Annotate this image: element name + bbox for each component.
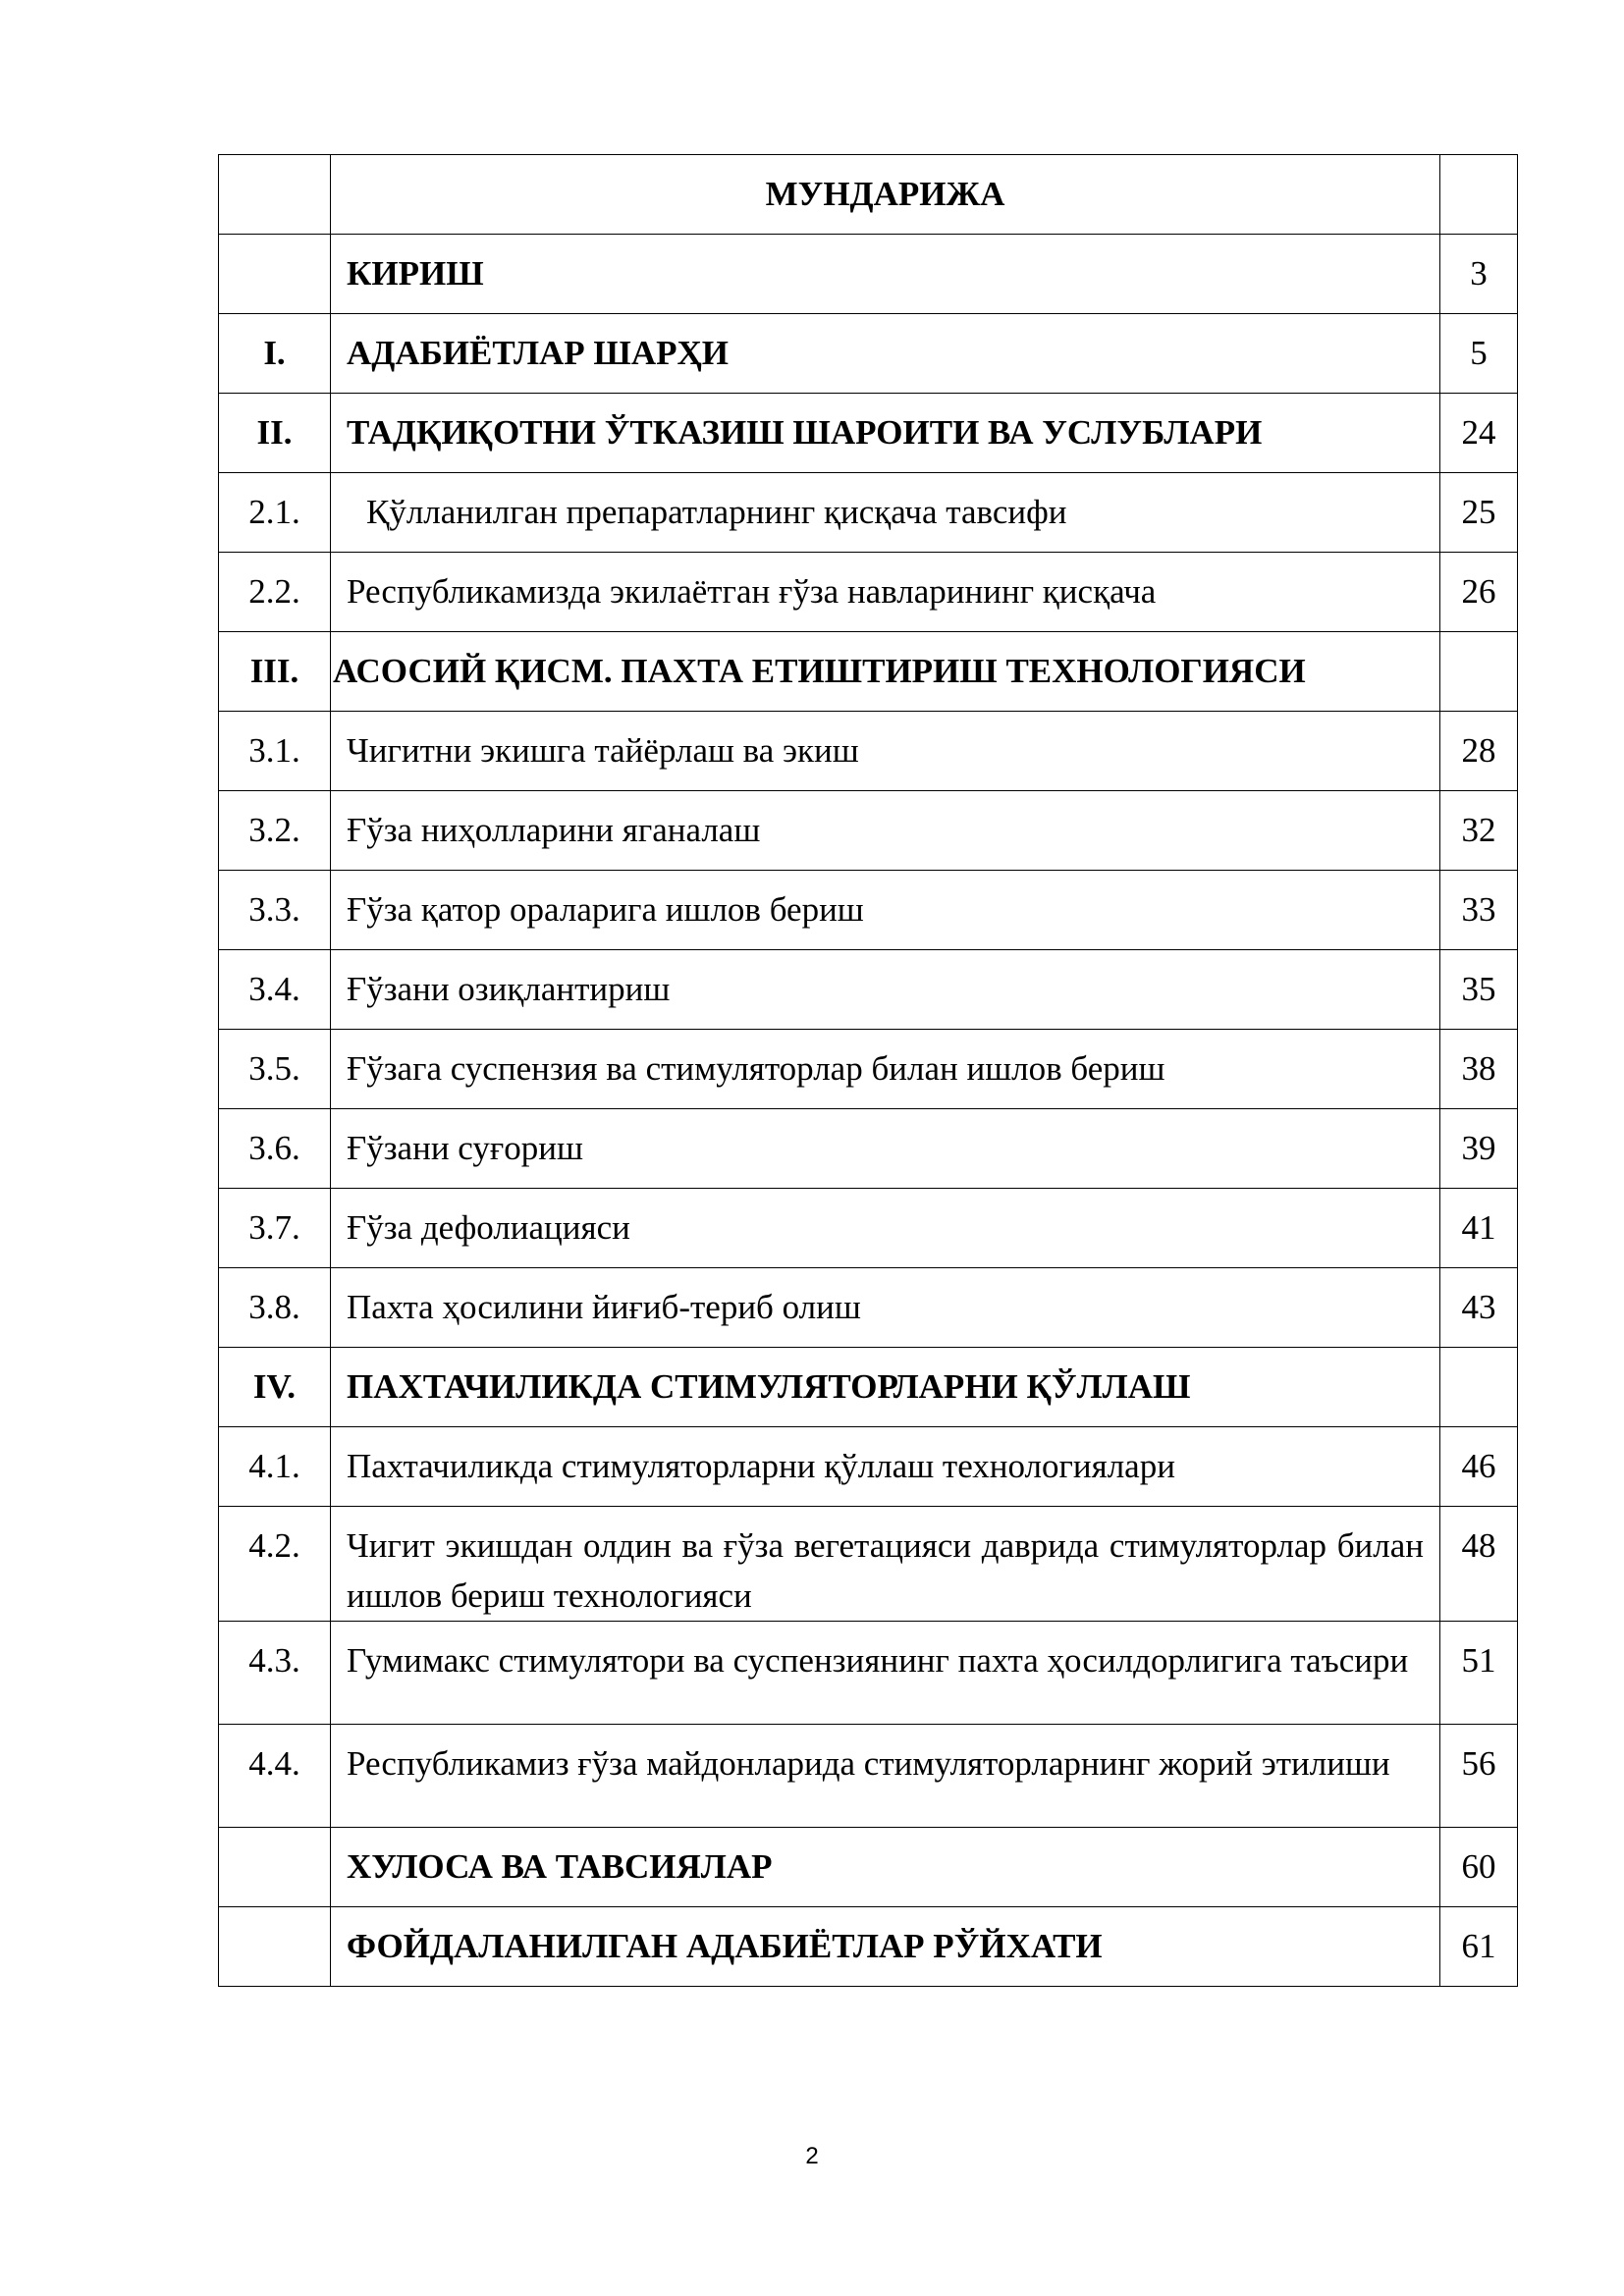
toc-row-title: Пахтачиликда стимуляторларни қўллаш технологиялари bbox=[331, 1427, 1440, 1507]
toc-row-title: Республикамиз ғўза майдонларида стимуляторларнинг жорий этилиши bbox=[331, 1725, 1440, 1828]
toc-row-title: ПАХТАЧИЛИКДА СТИМУЛЯТОРЛАРНИ ҚЎЛЛАШ bbox=[331, 1348, 1440, 1427]
toc-row bbox=[219, 1348, 1518, 1427]
toc-row-title: АСОСИЙ ҚИСМ. ПАХТА ЕТИШТИРИШ ТЕХНОЛОГИЯСИ bbox=[331, 632, 1440, 712]
toc-row-title: Чигитни экишга тайёрлаш ва экиш bbox=[331, 712, 1440, 791]
toc-row-page: 39 bbox=[1440, 1109, 1518, 1189]
toc-row-number: 2.2. bbox=[219, 553, 331, 632]
toc-row-page: 61 bbox=[1440, 1907, 1518, 1987]
toc-row-number: III. bbox=[219, 632, 331, 712]
toc-row-title: ХУЛОСА ВА ТАВСИЯЛАР bbox=[331, 1828, 1440, 1907]
toc-row-page: 3 bbox=[1440, 235, 1518, 314]
toc-header-page-cell bbox=[1440, 155, 1518, 235]
toc-row-number: 3.4. bbox=[219, 950, 331, 1030]
toc-row-number: 3.5. bbox=[219, 1030, 331, 1109]
toc-row-page: 25 bbox=[1440, 473, 1518, 553]
toc-row bbox=[219, 1828, 1518, 1907]
toc-row-number: IV. bbox=[219, 1348, 331, 1427]
toc-row-page: 24 bbox=[1440, 394, 1518, 473]
toc-row bbox=[219, 1427, 1518, 1507]
toc-row-number bbox=[219, 1907, 331, 1987]
toc-row-page: 56 bbox=[1440, 1725, 1518, 1828]
toc-row-title: Ғўзани озиқлантириш bbox=[331, 950, 1440, 1030]
toc-row-number: 3.2. bbox=[219, 791, 331, 871]
table-of-contents bbox=[218, 154, 1518, 1987]
toc-row-page: 38 bbox=[1440, 1030, 1518, 1109]
toc-row bbox=[219, 1109, 1518, 1189]
toc-row bbox=[219, 871, 1518, 950]
toc-row bbox=[219, 1725, 1518, 1828]
toc-row-page: 5 bbox=[1440, 314, 1518, 394]
toc-row-title: Ғўзага суспензия ва стимуляторлар билан ишлов бериш bbox=[331, 1030, 1440, 1109]
toc-row-number: 2.1. bbox=[219, 473, 331, 553]
toc-row bbox=[219, 950, 1518, 1030]
toc-row-page: 43 bbox=[1440, 1268, 1518, 1348]
toc-row-number: 3.1. bbox=[219, 712, 331, 791]
toc-row-number: II. bbox=[219, 394, 331, 473]
toc-row-page: 48 bbox=[1440, 1507, 1518, 1622]
toc-row-title: Ғўза қатор ораларига ишлов бериш bbox=[331, 871, 1440, 950]
toc-row-title: Республикамизда экилаётган ғўза навларининг қисқача bbox=[331, 553, 1440, 632]
toc-row-title: Ғўза дефолиацияси bbox=[331, 1189, 1440, 1268]
toc-row bbox=[219, 1030, 1518, 1109]
toc-row-page bbox=[1440, 1348, 1518, 1427]
toc-row-number: 4.4. bbox=[219, 1725, 331, 1828]
toc-row-page: 46 bbox=[1440, 1427, 1518, 1507]
toc-row bbox=[219, 791, 1518, 871]
toc-row-number: 4.3. bbox=[219, 1622, 331, 1725]
toc-row bbox=[219, 473, 1518, 553]
toc-row bbox=[219, 1907, 1518, 1987]
toc-row-number: 3.3. bbox=[219, 871, 331, 950]
toc-row-page: 33 bbox=[1440, 871, 1518, 950]
toc-row-title: Қўлланилган препаратларнинг қисқача тавсифи bbox=[331, 473, 1440, 553]
toc-heading: МУНДАРИЖА bbox=[331, 155, 1440, 235]
toc-row-page: 26 bbox=[1440, 553, 1518, 632]
toc-header-num-cell bbox=[219, 155, 331, 235]
toc-row bbox=[219, 1622, 1518, 1725]
toc-row-number bbox=[219, 1828, 331, 1907]
toc-row bbox=[219, 632, 1518, 712]
toc-row-number: 3.8. bbox=[219, 1268, 331, 1348]
toc-row-number: I. bbox=[219, 314, 331, 394]
toc-row-page: 60 bbox=[1440, 1828, 1518, 1907]
page-number: 2 bbox=[805, 2143, 819, 2169]
toc-row bbox=[219, 314, 1518, 394]
toc-row-page: 32 bbox=[1440, 791, 1518, 871]
toc-row-number: 3.6. bbox=[219, 1109, 331, 1189]
toc-row-page: 28 bbox=[1440, 712, 1518, 791]
toc-row-page bbox=[1440, 632, 1518, 712]
toc-row-number: 4.1. bbox=[219, 1427, 331, 1507]
toc-row bbox=[219, 394, 1518, 473]
toc-row bbox=[219, 1268, 1518, 1348]
toc-row-title: ТАДҚИҚОТНИ ЎТКАЗИШ ШАРОИТИ ВА УСЛУБЛАРИ bbox=[331, 394, 1440, 473]
toc-row-number: 4.2. bbox=[219, 1507, 331, 1622]
toc-row-title: Ғўзани суғориш bbox=[331, 1109, 1440, 1189]
toc-row bbox=[219, 1189, 1518, 1268]
toc-row bbox=[219, 1507, 1518, 1622]
toc-row-title: ФОЙДАЛАНИЛГАН АДАБИЁТЛАР РЎЙХАТИ bbox=[331, 1907, 1440, 1987]
toc-header-row bbox=[219, 155, 1518, 235]
toc-row-page: 51 bbox=[1440, 1622, 1518, 1725]
toc-row-page: 41 bbox=[1440, 1189, 1518, 1268]
toc-row-title: АДАБИЁТЛАР ШАРҲИ bbox=[331, 314, 1440, 394]
toc-row-title: Пахта ҳосилини йиғиб-териб олиш bbox=[331, 1268, 1440, 1348]
toc-row-title: Ғўза ниҳолларини яганалаш bbox=[331, 791, 1440, 871]
toc-row-number bbox=[219, 235, 331, 314]
toc-row-title: Гумимакс стимулятори ва суспензиянинг пахта ҳосилдорлигига таъсири bbox=[331, 1622, 1440, 1725]
toc-row bbox=[219, 553, 1518, 632]
toc-row bbox=[219, 712, 1518, 791]
toc-row-title: Чигит экишдан олдин ва ғўза вегетацияси даврида стимуляторлар билан ишлов бериш технологияси bbox=[331, 1507, 1440, 1622]
toc-row-number: 3.7. bbox=[219, 1189, 331, 1268]
toc-row bbox=[219, 235, 1518, 314]
toc-row-page: 35 bbox=[1440, 950, 1518, 1030]
toc-row-title: КИРИШ bbox=[331, 235, 1440, 314]
